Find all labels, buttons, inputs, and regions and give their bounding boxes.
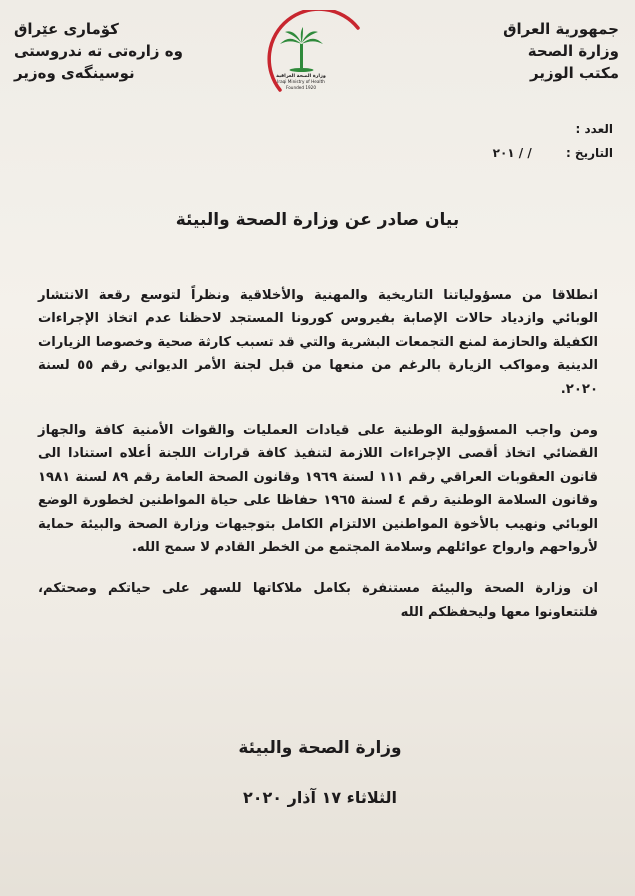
letterhead-line-office: مكتب الوزير [529, 64, 619, 82]
reference-date [413, 146, 613, 160]
letterhead-line-ministry: وزارة الصحة [527, 42, 619, 60]
reference-number-label: العدد : [575, 122, 613, 136]
signature-ministry: وزارة الصحة والبيئة [238, 738, 402, 758]
palm-tree-icon [258, 10, 368, 102]
reference-date-label: التاريخ : [565, 146, 613, 160]
statement-body [38, 284, 598, 624]
kurdish-letterhead [14, 18, 214, 84]
statement-paragraph: انطلاقا من مسؤولياتنا التاريخية والمهنية والأخلاقية ونظراً لتوسع رقعة الانتشار الوبائي وازدياد حالات الإصابة بفيروس كورونا المستجد لاحظنا عدم اتخاذ الإجراءات الكفيلة والحازمة لمنع التجمعات البشرية والتي قد تسبب كارثة صحية وخصوصا الزيارات الدينية ومواكب الزيارة بالرغم من منعها من قبل لجنة الأمر الديواني رقم ٥٥ لسنة ٢٠٢٠. [38, 288, 598, 397]
logo-founded-text: Founded 1920 [285, 85, 317, 90]
ministry-logo [258, 10, 368, 102]
logo-en-text: Iraqi Ministry of Health [277, 79, 325, 84]
statement-paragraph: ان وزارة الصحة والبيئة مستنفرة بكامل ملاكاتها للسهر على حياتكم وصحتكم، فلتتعاونوا معها وليحفظكم الله [38, 581, 598, 620]
logo-ar-text: وزارة الصحة العراقية [276, 74, 326, 79]
reference-number [413, 122, 613, 136]
kurdish-line-ministry: وه زارەتی ته ندروستی [14, 42, 183, 60]
kurdish-line-country: كۆماری عێراق [14, 20, 119, 38]
arabic-letterhead [449, 18, 619, 84]
statement-paragraph: ومن واجب المسؤولية الوطنية على قيادات العمليات والقوات الأمنية كافة والجهاز القضائي اتخاذ أقصى الإجراءات اللازمة لتنفيذ كافة قرارات اللجنة أعلاه استنادا الى قانون العقوبات العراقي رقم ١١١ لسنة ١٩٦٩ وقانون الصحة العامة رقم ٨٩ لسنة ١٩٨١ وقانون السلامة الوطنية رقم ٤ لسنة ١٩٦٥ حفاظا على حياة المواطنين لخطورة الوضع الوبائي ونهيب بالأخوة المواطنين الالتزام الكامل بتوجيهات وزارة الصحة والبيئة حماية لأرواحهم وارواح عوائلهم وسلامة المجتمع من الخطر القادم لا سمح الله. [38, 423, 599, 556]
letterhead-line-country: جمهورية العراق [503, 20, 619, 38]
reference-date-slots: / / ٢٠١ [492, 146, 532, 160]
statement-title: بيان صادر عن وزارة الصحة والبيئة [175, 210, 460, 230]
kurdish-line-office: نوسینگەی وەزیر [14, 64, 135, 82]
signature-date: الثلاثاء ١٧ آذار ٢٠٢٠ [242, 788, 398, 807]
